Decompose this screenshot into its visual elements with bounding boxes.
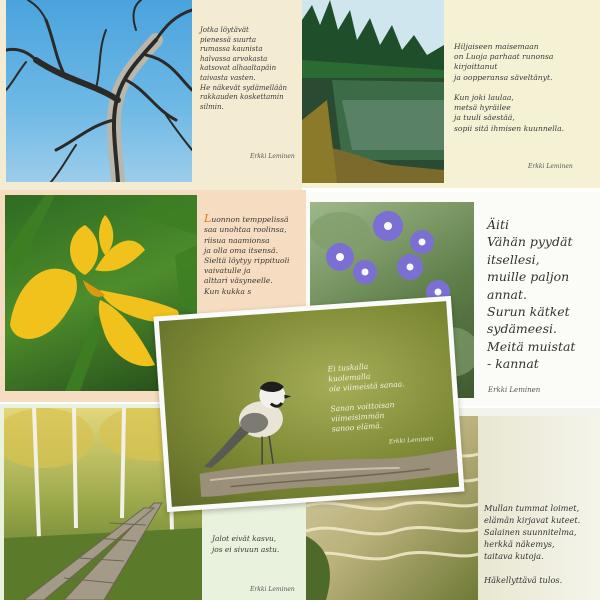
tree-signature: Erkki Leminen bbox=[250, 153, 295, 160]
tree-poem: Jotka löytävät pienessä suurta rumassa kaunista halvassa arvokasta katsovat alhaaltapäin taivasta vasten. He näkevät sydämellään rakkauden koskettamin silmin. bbox=[200, 26, 288, 111]
tree-photo bbox=[6, 0, 192, 182]
forest-signature: Erkki Leminen bbox=[250, 586, 295, 593]
hepatica-poem: Äiti Vähän pyydät itsellesi, muille paljon annat. Surun kätket sydämeesi. Meitä muistat - kannat bbox=[487, 217, 576, 372]
iris-dropcap: L bbox=[204, 212, 212, 226]
postcard-tree bbox=[0, 0, 302, 190]
lake-poem: Hiljaiseen maisemaan on Luoja parhaat runonsa kirjoittanut ja oopperansa säveltänyt. Kun joki laulaa, metsä hyräilee ja tuuli säestää, sopii sitä ihmisen kuunnella. bbox=[454, 42, 565, 133]
lake-illustration bbox=[302, 0, 444, 183]
iris-poem-text: Luonnon temppelissä saa unohtaa roolinsa, riisua naamionsa ja olla oma itsensä. Sieltä löytyy rippituoli vaivatulle ja alttari väsyneelle. Kun kukka s bbox=[204, 212, 290, 296]
forest-poem: Jalot eivät kasvu, jos ei sivuun astu. bbox=[212, 534, 280, 554]
bird-poem: Ei tuskalla kuolemalla ole viimeistä sanaa. Sanan voittoisan viimeisimmän sanoo elämä. bbox=[327, 361, 405, 434]
iris-poem bbox=[204, 204, 304, 297]
lake-signature: Erkki Leminen bbox=[528, 163, 573, 170]
lake-photo bbox=[302, 0, 444, 183]
hepatica-signature: Erkki Leminen bbox=[488, 386, 541, 394]
postcard-lake bbox=[302, 0, 600, 188]
postcard-bird bbox=[154, 296, 465, 512]
bird-signature: Erkki Leminen bbox=[388, 435, 434, 446]
dead-tree-illustration bbox=[6, 0, 192, 182]
ripples-poem: Mullan tummat loimet, elämän kirjavat kuteet. Salainen suunnitelma, herkkä näkemys, taitava kutoja. Häkellyttävä tulos. bbox=[484, 503, 581, 585]
